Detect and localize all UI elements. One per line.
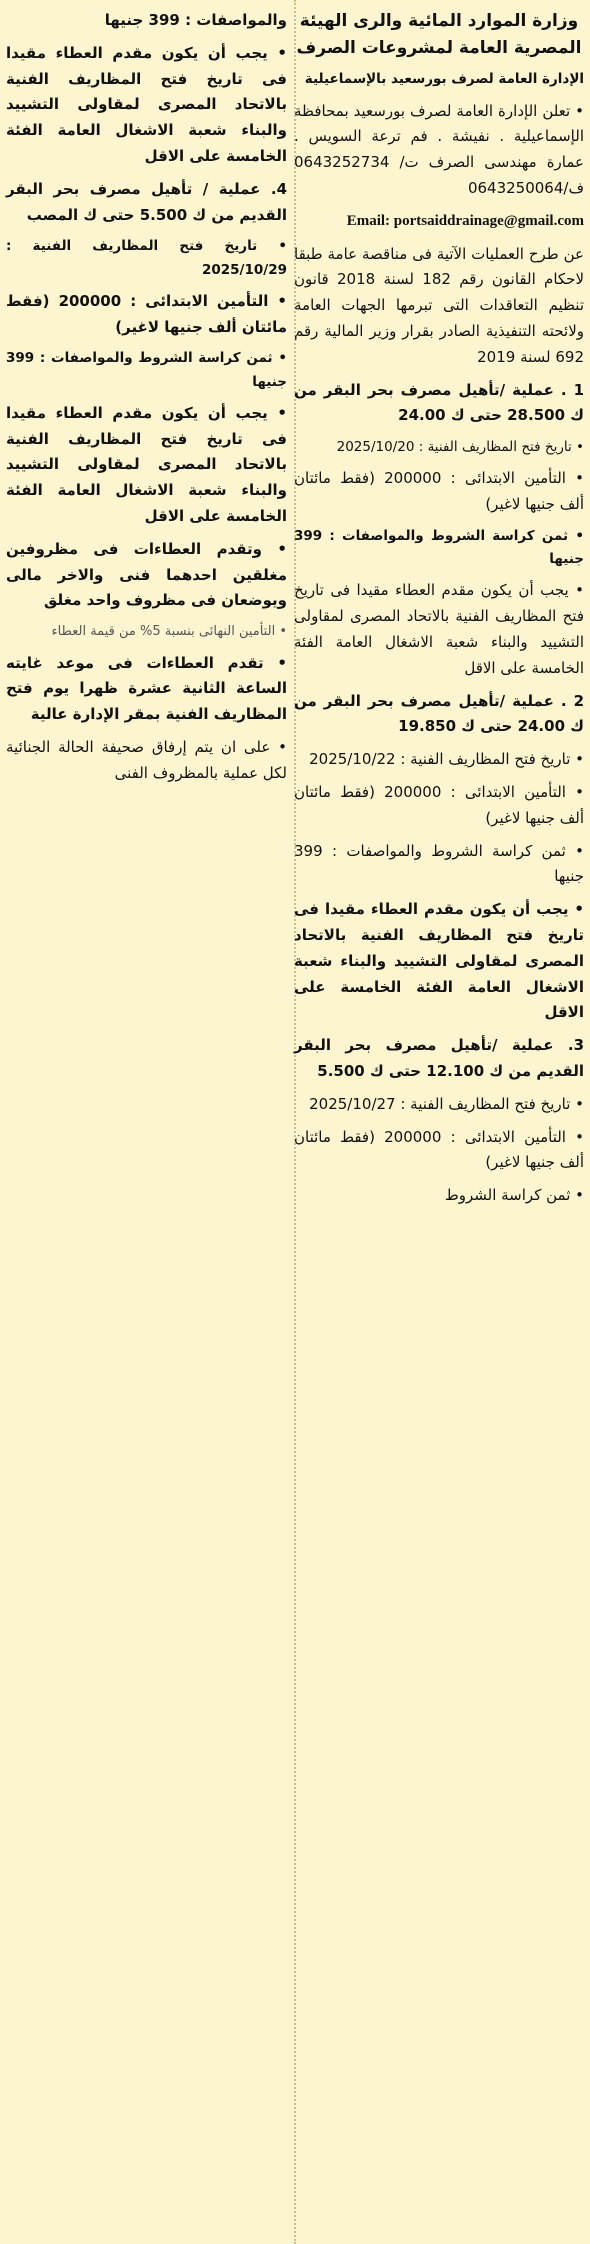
announcement-text: • تعلن الإدارة العامة لصرف بورسعيد بمحافظة الإسماعيلية . نفيشة . فم ترعة السويس . عمارة مهندسى الصرف ت/ 0643252734 ف/0643250064 <box>294 99 584 202</box>
operation-1-price: • ثمن كراسة الشروط والمواصفات : 399 جنيها <box>294 525 584 571</box>
operation-1-insurance: • التأمين الابتدائى : 200000 (فقط مائتان ألف جنيها لاغير) <box>294 466 584 518</box>
ad-title: وزارة الموارد المائية والرى الهيئة المصرية العامة لمشروعات الصرف <box>296 11 582 59</box>
operation-3-name: 3. عملية /تأهيل مصرف بحر البقر القديم من ك 12.100 حتى ك 5.500 <box>294 1036 584 1080</box>
operation-3-price-end: والمواصفات : 399 جنيها <box>104 11 287 29</box>
operation-3-price-start: • ثمن كراسة الشروط <box>294 1183 584 1209</box>
operation-3-insurance: • التأمين الابتدائى : 200000 (فقط مائتان ألف جنيها لاغير) <box>294 1125 584 1177</box>
operation-1-date: • تاريخ فتح المظاريف الفنية : 2025/10/20 <box>294 436 584 459</box>
operation-4-name: 4. عملية / تأهيل مصرف بحر البقر القديم من ك 5.500 حتى ك المصب <box>6 179 287 224</box>
operation-4-requirement: • يجب أن يكون مقدم العطاء مقيدا فى تاريخ فتح المظاريف الفنية بالاتحاد المصرى لمقاولى التشييد والبناء شعبة الاشغال العامة الفئة الخامسة على الاقل <box>6 401 287 530</box>
operation-3-date: • تاريخ فتح المظاريف الفنية : 2025/10/27 <box>294 1092 584 1118</box>
right-column <box>294 8 584 1216</box>
intro-text: عن طرح العمليات الآتية فى مناقصة عامة طبقا لاحكام القانون رقم 182 لسنة 2018 قانون تنظيم التعاقدات التى تبرمها الجهات العامة ولائحته التنفيذية الصادر بقرار وزير المالية رقم 692 لسنة 2019 <box>294 244 584 366</box>
email-line: Email: portsaiddrainage@gmail.com <box>346 212 584 229</box>
envelopes-text: • وتقدم العطاءات فى مظروفين مغلقين احدهما فنى والاخر مالى ويوضعان فى مظروف واحد مغلق <box>6 537 287 614</box>
operation-2-name: 2 . عملية /تأهيل مصرف بحر البقر من ك 24.00 حتى ك 19.850 <box>294 691 584 736</box>
operation-2-insurance: • التأمين الابتدائى : 200000 (فقط مائتان ألف جنيها لاغير) <box>294 780 584 832</box>
operation-1-requirement: • يجب أن يكون مقدم العطاء مقيدا فى تاريخ فتح المظاريف الفنية بالاتحاد المصرى لمقاولى التشييد والبناء شعبة الاشغال العامة الفئة الخامسة على الاقل <box>294 578 584 681</box>
operation-4-insurance: • التأمين الابتدائى : 200000 (فقط مائتان ألف جنيها لاغير) <box>6 289 287 341</box>
operation-2-price: • ثمن كراسة الشروط والمواصفات : 399 جنيها <box>294 839 584 891</box>
operation-4-date: • تاريخ فتح المظاريف الفنية : 2025/10/29 <box>6 235 287 281</box>
operation-2-requirement: • يجب أن يكون مقدم العطاء مقيدا فى تاريخ فتح المظاريف الفنية بالاتحاد المصرى لمقاولى التشييد والبناء شعبة الاشغال العامة الفئة الخامسة على الاقل <box>294 897 584 1026</box>
operation-3-requirement: • يجب أن يكون مقدم العطاء مقيدا فى تاريخ فتح المظاريف الفنية بالاتحاد المصرى لمقاولى التشييد والبناء شعبة الاشغال العامة الفئة الخامسة على الاقل <box>6 41 287 170</box>
operation-4-price: • ثمن كراسة الشروط والمواصفات : 399 جنيها <box>6 347 287 393</box>
final-insurance-text: • التأمين النهائى بنسبة 5% من قيمة العطاء <box>6 621 287 643</box>
issuer-line: الإدارة العامة لصرف بورسعيد بالإسماعيلية <box>304 71 584 88</box>
left-column <box>6 8 287 794</box>
deadline-text: • تقدم العطاءات فى موعد غايته الساعة الثانية عشرة ظهرا يوم فتح المظاريف الفنية بمقر الإدارة عالية <box>6 651 287 728</box>
operation-1-name: 1 . عملية /تأهيل مصرف بحر البقر من ك 28.500 حتى ك 24.00 <box>294 380 584 425</box>
criminal-record-text: • على ان يتم إرفاق صحيفة الحالة الجنائية لكل عملية بالمظروف الفنى <box>6 735 287 787</box>
operation-2-date: • تاريخ فتح المظاريف الفنية : 2025/10/22 <box>294 747 584 773</box>
